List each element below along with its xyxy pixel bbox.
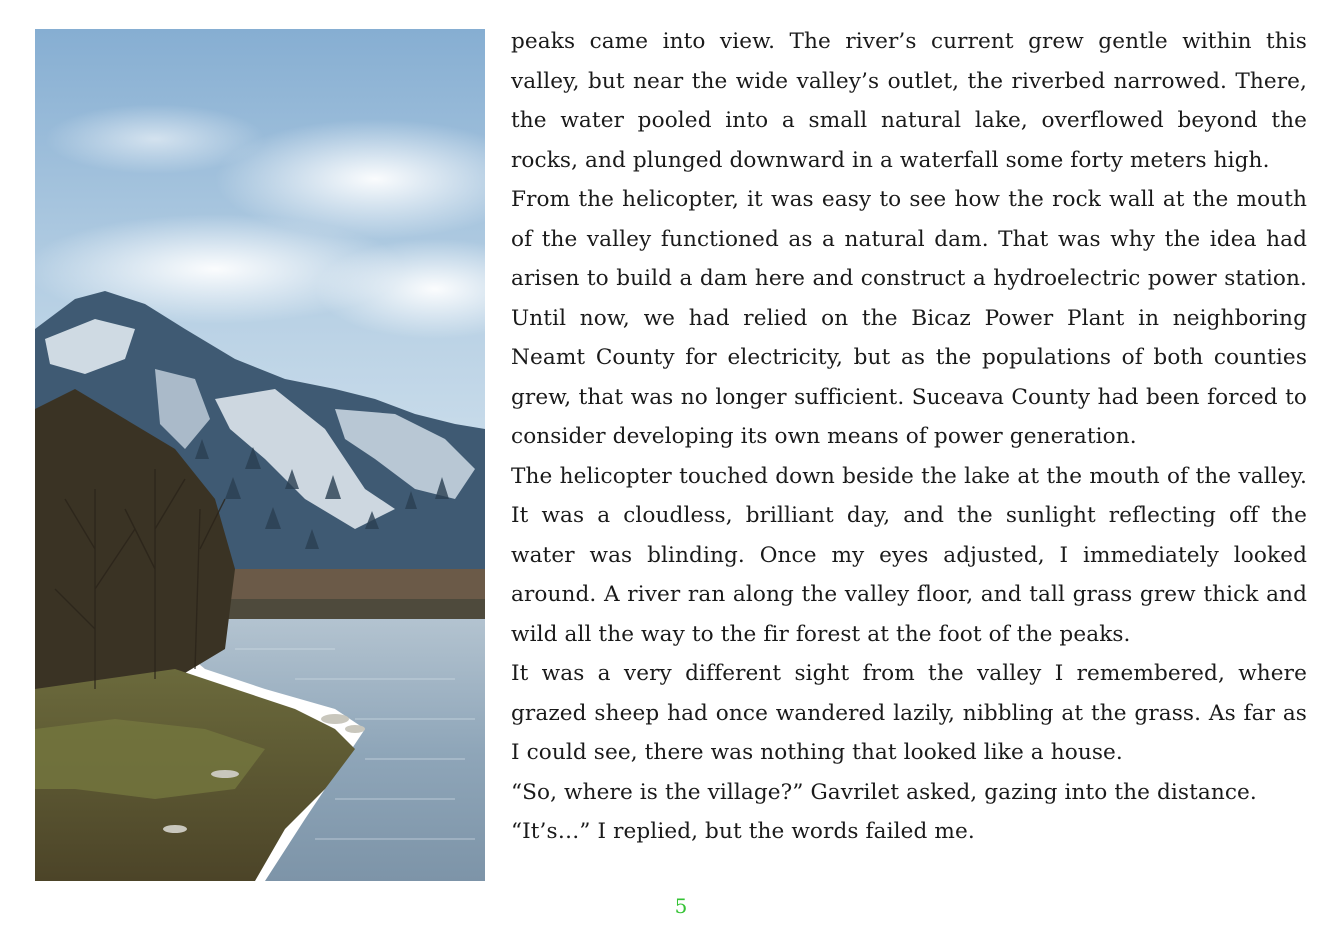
paragraph-2: From the helicopter, it was easy to see how the rock wall at the mouth of the valley functioned as a natural dam. That was why the idea had arisen to build a dam here and construct a hydroelectric power station. Until now, we had relied on the Bicaz Power Plant in neighboring Neamt County for electricity, but as the populations of both counties grew, that was no longer sufficient. Suceava County had been forced to consider developing its own means of power generation. (511, 187, 1307, 449)
story-text (511, 22, 1307, 852)
paragraph-4: It was a very different sight from the valley I remembered, where grazed sheep had once wandered lazily, nibbling at the grass. As far as I could see, there was nothing that looked like a house. (511, 661, 1307, 765)
paragraph-5: “So, where is the village?” Gavrilet asked, gazing into the distance. (511, 779, 1257, 805)
landscape-photo (35, 29, 485, 881)
paragraph-1: peaks came into view. The river’s current grew gentle within this valley, but near the wide valley’s outlet, the riverbed narrowed. There, the water pooled into a small natural lake, overflowed beyond the rocks, and plunged downward in a waterfall some forty meters high. (511, 29, 1307, 173)
paragraph-6: “It’s…” I replied, but the words failed me. (511, 819, 975, 844)
paragraph-3: The helicopter touched down beside the lake at the mouth of the valley. It was a cloudless, brilliant day, and the sunlight reflecting off the water was blinding. Once my eyes adjusted, I immediately looked around. A river ran along the valley floor, and tall grass grew thick and wild all the way to the fir forest at the foot of the peaks. (511, 463, 1307, 647)
page-number: 5 (674, 894, 688, 918)
